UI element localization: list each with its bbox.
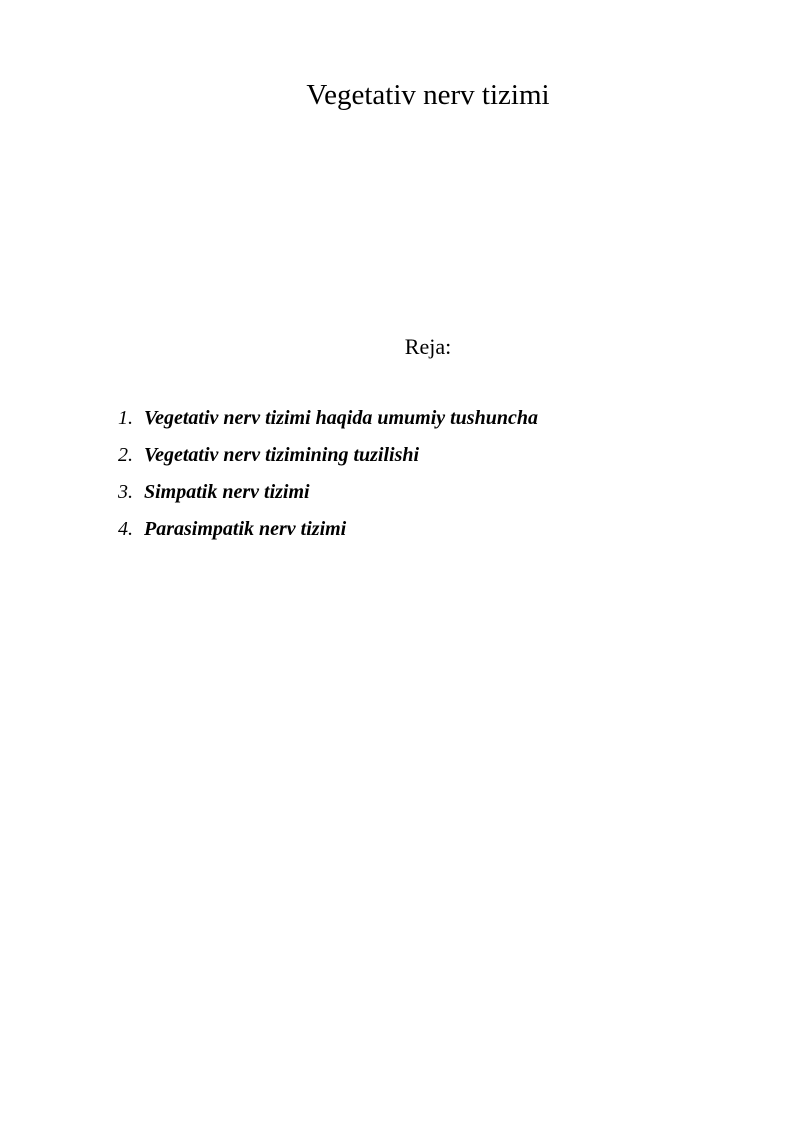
plan-item [118,514,538,551]
plan-item-text: Vegetativ nerv tizimining tuzilishi [144,444,420,466]
plan-item-text: Parasimpatik nerv tizimi [144,518,347,540]
document-title: Vegetativ nerv tizimi [306,79,550,111]
plan-item-number: 2. [118,444,133,466]
plan-item [118,477,538,514]
plan-item [118,440,538,477]
plan-list [118,403,538,551]
plan-item-text: Simpatik nerv tizimi [144,481,310,503]
plan-item [118,403,538,440]
plan-item-number: 3. [118,481,133,503]
plan-item-number: 1. [118,407,133,429]
plan-item-text: Vegetativ nerv tizimi haqida umumiy tushuncha [144,407,538,429]
plan-item-number: 4. [118,518,133,540]
plan-heading: Reja: [404,334,452,359]
